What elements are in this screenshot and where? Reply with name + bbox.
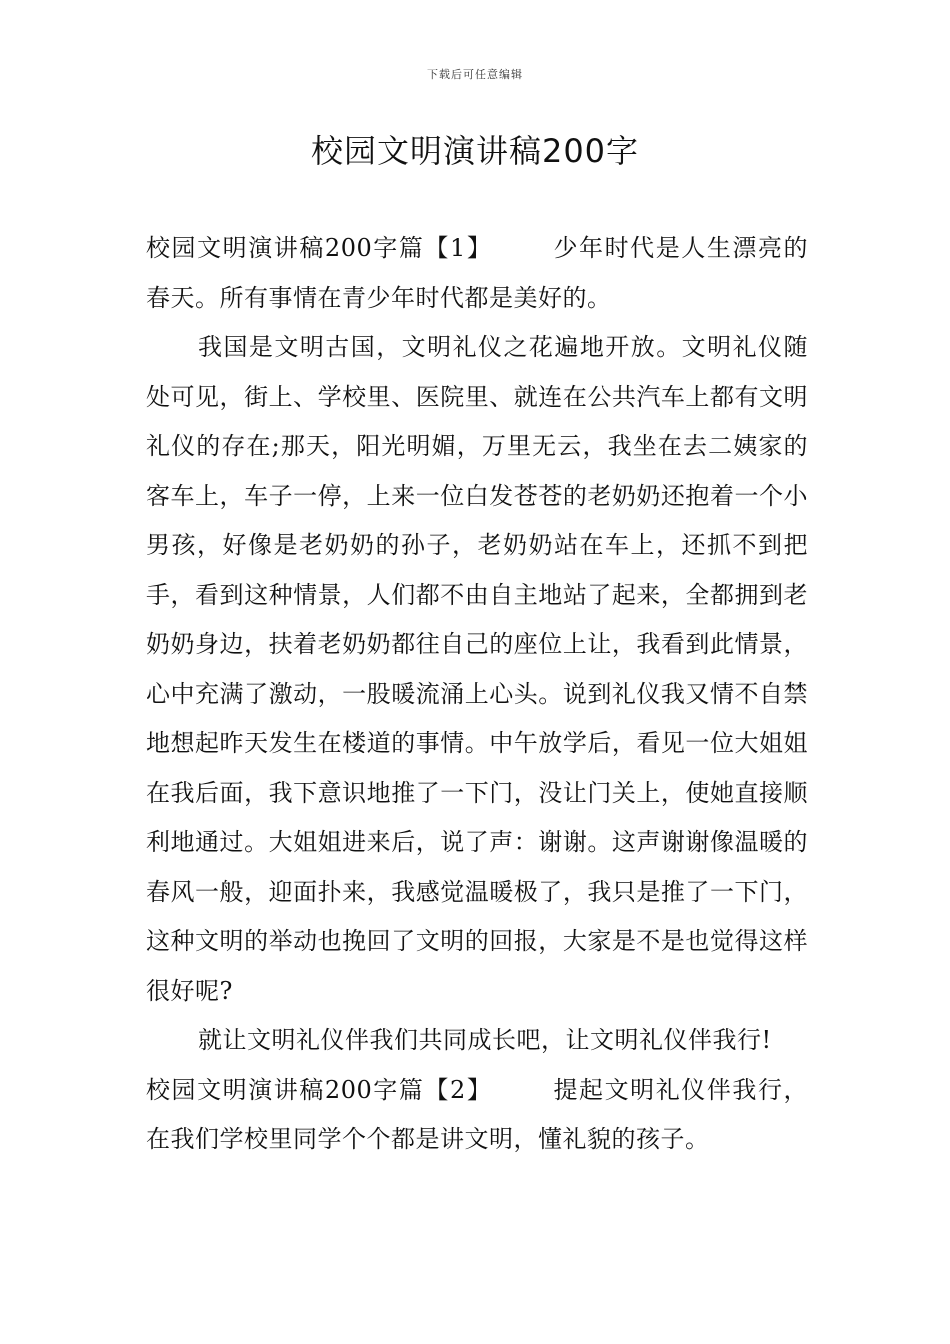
body-paragraph-1: 我国是文明古国，文明礼仪之花遍地开放。文明礼仪随处可见，街上、学校里、医院里、就连在公共汽车上都有文明礼仪的存在;那天，阳光明媚，万里无云，我坐在去二姨家的客车上，车子一停，上来一位白发苍苍的老奶奶还抱着一个小男孩，好像是老奶奶的孙子，老奶奶站在车上，还抓不到把手，看到这种情景，人们都不由自主地站了起来，全都拥到老奶奶身边，扶着老奶奶都往自己的座位上让，我看到此情景，心中充满了激动，一股暖流涌上心头。说到礼仪我又情不自禁地想起昨天发生在楼道的事情。中午放学后，看见一位大姐姐在我后面，我下意识地推了一下门，没让门关上，使她直接顺利地通过。大姐姐进来后，说了声：谢谢。这声谢谢像温暖的春风一般，迎面扑来，我感觉温暖极了，我只是推了一下门，这种文明的举动也挽回了文明的回报，大家是不是也觉得这样很好呢?: [146, 333, 808, 1005]
body-paragraph-2: 就让文明礼仪伴我们共同成长吧，让文明礼仪伴我行!: [198, 1026, 772, 1054]
section-2-intro: [146, 1066, 808, 1165]
section-1-lead: 少年时代是人生漂亮的春天。所有事情在青少年时代都是美好的。: [146, 234, 809, 312]
section-2-lead: 提起文明礼仪伴我行，在我们学校里同学个个都是讲文明，懂礼貌的孩子。: [146, 1075, 809, 1153]
document-title: 校园文明演讲稿200字: [310, 132, 640, 170]
section-1-intro: [146, 224, 808, 323]
section-2-heading: 校园文明演讲稿200字篇【2】: [146, 1075, 493, 1104]
section-1-heading: 校园文明演讲稿200字篇【1】: [146, 234, 493, 262]
document-body: [146, 224, 808, 1165]
header-note: 下载后可任意编辑: [427, 68, 523, 81]
